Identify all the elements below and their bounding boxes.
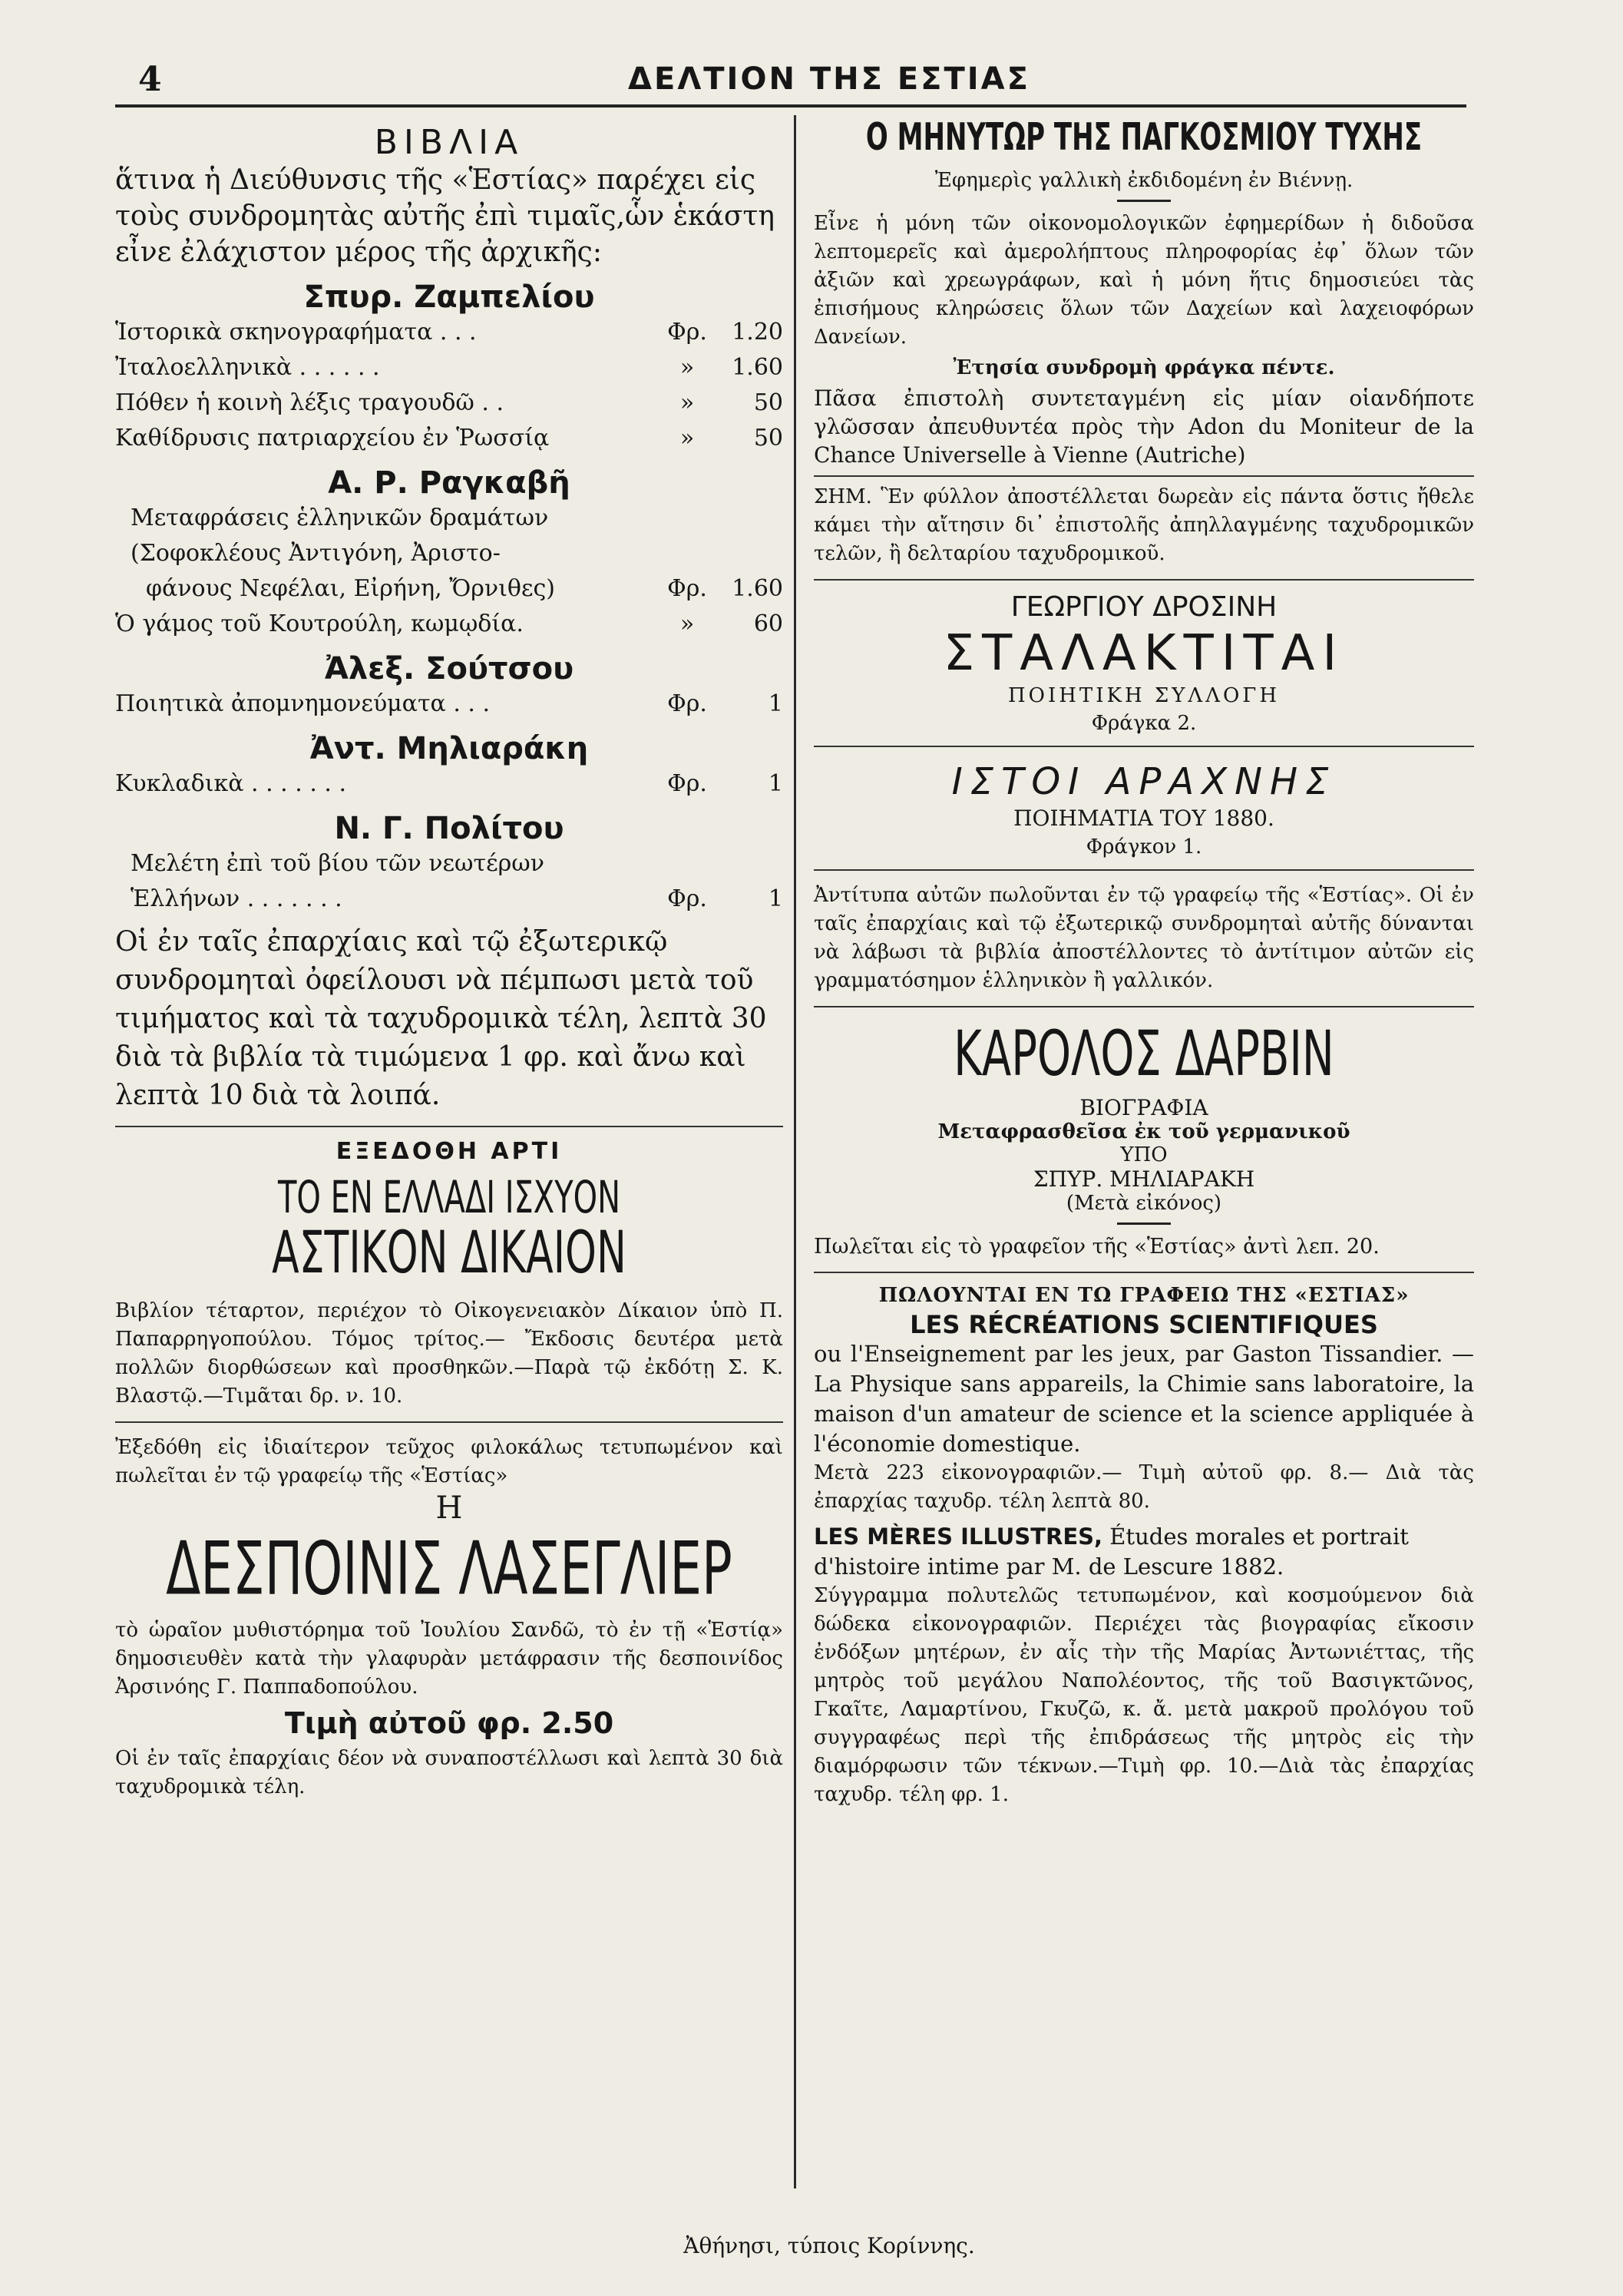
left-column <box>115 115 783 1801</box>
book-row: Ἰταλοελληνικὰ . . . . . . » 1.60 <box>115 354 783 381</box>
author-zampeliou: Σπυρ. Ζαμπελίου <box>303 280 595 315</box>
separator <box>814 1006 1474 1007</box>
darwin-biography: ΒΙΟΓΡΑΦΙΑ <box>1079 1095 1208 1120</box>
printer-imprint: Ἀθήνησι, τύποις Κορίννης. <box>683 2233 975 2258</box>
lasseglier-title: ΔΕΣΠΟΙΝΙΣ ΛΑΣΕΓΛΙΕΡ <box>166 1526 732 1612</box>
just-published-label: ΕΞΕΔΟΘΗ ΑΡΤΙ <box>336 1138 563 1165</box>
darwin-translated: Μεταφρασθεῖσα ἐκ τοῦ γερμανικοῦ <box>937 1120 1350 1143</box>
darwin-sale: Πωλεῖται εἰς τὸ γραφεῖον τῆς «Ἑστίας» ἀντὶ λεπ. 20. <box>814 1235 1380 1259</box>
author-miliaraki: Ἀντ. Μηλιαράκη <box>309 731 589 766</box>
stalaktitai-title: ΣΤΑΛΑΚΤΙΤΑΙ <box>943 625 1345 682</box>
author-ragkavi: Α. Ρ. Ραγκαβῆ <box>328 465 570 501</box>
civil-law-title-line1: ΤΟ ΕΝ ΕΛΛΑΔΙ ΙΣΧΥΟΝ <box>277 1173 621 1224</box>
drosinis-author: ΓΕΩΡΓΙΟΥ ΔΡΟΣΙΝΗ <box>1010 591 1278 623</box>
separator <box>814 746 1474 747</box>
recreations-title: LES RÉCRÉATIONS SCIENTIFIQUES <box>910 1310 1378 1339</box>
lasseglier-intro: Ἐξεδόθη εἰς ἰδιαίτερον τεῦχος φιλοκάλως τετυπωμένον καὶ πωλεῖται ἐν τῷ γραφείῳ τῆς «Ἑστίας» <box>115 1436 783 1487</box>
recreations-price: Μετὰ 223 εἰκονογραφιῶν.— Τιμὴ αὐτοῦ φρ. 8.— Διὰ τὰς ἐπαρχίας ταχυδρ. τέλη λεπτὰ 80. <box>814 1461 1474 1513</box>
lasseglier-description: τὸ ὡραῖον μυθιστόρημα τοῦ Ἰουλίου Σανδῶ, τὸ ἐν τῇ «Ἑστίᾳ» δημοσιευθὲν κατὰ τὴν γλαφυρὰν μετάφρασιν τῆς δεσποινίδος Ἀρσινόης Γ. Παππαδοπούλου. <box>115 1619 783 1699</box>
meres-illustres-entry <box>814 1522 1474 1582</box>
separator <box>814 1272 1474 1273</box>
meres-illustres-greek: Σύγγραμμα πολυτελῶς τετυπωμένον, καὶ κοσμούμενον διὰ δώδεκα εἰκονογραφιῶν. Περιέχει τὰς βιογραφίας εἴκοσιν ἐνδόξων μητέρων, ἐν αἷς τὴν τῆς Μαρίας Ἀντωνιέττας, τῆς μητρὸς τοῦ μεγάλου Ναπολέοντος, τῆς τοῦ Βασιγκτῶνος, Γκαῖτε, Λαμαρτίνου, Γκυζῶ, κ. ἄ. μετὰ μακροῦ προλόγου τοῦ συγγραφέως περὶ τῆς ἐπιδράσεως τῆς μητρὸς εἰς τὴν διαμόρφωσιν τῶν τέκνων.—Τιμὴ φρ. 10.—Διὰ τὰς ἐπαρχίας ταχυδρ. τέλη φρ. 1. <box>814 1584 1474 1806</box>
drosinis-books-note: Ἀντίτυπα αὐτῶν πωλοῦνται ἐν τῷ γραφείῳ τῆς «Ἑστίας». Οἱ ἐν ταῖς ἐπαρχίαις καὶ τῷ ἐξωτερικῷ συνδρομηταὶ αὐτῆς δύνανται νὰ λάβωσι τὰ βιβλία ἀποστέλλοντες τὸ ἀντίτιμον αὐτῶν εἰς γραμματόσημον ἑλληνικὸν ἢ γαλλικόν. <box>814 884 1474 992</box>
menytor-note: ΣΗΜ. Ἓν φύλλον ἀποστέλλεται δωρεὰν εἰς πάντα ὅστις ἤθελε κάμει τὴν αἴτησιν δι᾽ ἐπιστολῆς ἀπηλλαγμένης ταχυδρομικῶν τελῶν, ἢ δελταρίου ταχυδρομικοῦ. <box>814 485 1474 565</box>
book-row: Ὁ γάμος τοῦ Κουτρούλη, κωμῳδία. » 60 <box>115 610 783 637</box>
istoi-arachnis-subtitle: ΠΟΙΗΜΑΤΙΑ ΤΟΥ 1880. <box>1013 806 1274 831</box>
menytor-subscription: Ἐτησία συνδρομὴ φράγκα πέντε. <box>953 356 1335 379</box>
book-row: Κυκλαδικὰ . . . . . . . Φρ. 1 <box>115 770 783 797</box>
books-heading: ΒΙΒΛΙΑ <box>374 123 524 162</box>
menytor-subtitle: Ἐφημερὶς γαλλικὴ ἐκδιδομένη ἐν Βιέννῃ. <box>934 169 1354 192</box>
running-title: ΔΕΛΤΙΟΝ ΤΗΣ ΕΣΤΙΑΣ <box>628 61 1030 97</box>
civil-law-description: Βιβλίον τέταρτον, περιέχον τὸ Οἰκογενειακὸν Δίκαιον ὑπὸ Π. Παπαρρηγοπούλου. Τόμος τρίτος.— Ἔκδοσις δευτέρα μετὰ πολλῶν διορθώσεων καὶ προσθηκῶν.—Παρὰ τῷ ἐκδότῃ Σ. Κ. Βλαστῷ.—Τιμᾶται δρ. ν. 10. <box>115 1299 783 1408</box>
book-line: Μεταφράσεις ἑλληνικῶν δραμάτων <box>131 505 549 531</box>
book-line: Μελέτη ἐπὶ τοῦ βίου τῶν νεωτέρων <box>131 850 544 877</box>
sold-at-office-header: ΠΩΛΟΥΝΤΑΙ ΕΝ ΤΩ ΓΡΑΦΕΙΩ ΤΗΣ «ΕΣΤΙΑΣ» <box>878 1284 1410 1307</box>
right-column <box>814 115 1474 1809</box>
stalaktitai-price: Φράγκα 2. <box>1091 712 1197 735</box>
separator <box>814 869 1474 871</box>
book-row: Ποιητικὰ ἀπομνημονεύματα . . . Φρ. 1 <box>115 690 783 717</box>
lasseglier-price: Τιμὴ αὐτοῦ φρ. 2.50 <box>284 1706 614 1740</box>
istoi-arachnis-price: Φράγκον 1. <box>1086 835 1202 859</box>
books-postage-note: Οἱ ἐν ταῖς ἐπαρχίαις καὶ τῷ ἐξωτερικῷ συνδρομηταὶ ὀφείλουσι νὰ πέμπωσι μετὰ τοῦ τιμήματος καὶ τὰ ταχυδρομικὰ τέλη, λεπτὰ 30 διὰ τὰ βιβλία τὰ τιμώμενα 1 φρ. καὶ ἄνω καὶ λεπτὰ 10 διὰ τὰ λοιπά. <box>115 926 767 1111</box>
book-row: Καθίδρυσις πατριαρχείου ἐν Ῥωσσίᾳ » 50 <box>115 425 783 452</box>
separator <box>115 1126 783 1127</box>
page-number: 4 <box>138 60 162 99</box>
istoi-arachnis-title: ΙΣΤΟΙ ΑΡΑΧΝΗΣ <box>951 760 1337 803</box>
darwin-translator: ΣΠΥΡ. ΜΗΛΙΑΡΑΚΗ <box>1033 1166 1255 1192</box>
stalaktitai-subtitle: ΠΟΙΗΤΙΚΗ ΣΥΛΛΟΓΗ <box>1007 684 1281 707</box>
header-rule <box>115 104 1466 108</box>
civil-law-title-line2: ΑΣΤΙΚΟΝ ΔΙΚΑΙΟΝ <box>272 1220 626 1287</box>
book-line: (Σοφοκλέους Ἀντιγόνη, Ἀριστο- <box>131 540 501 567</box>
separator <box>115 1421 783 1423</box>
short-dash <box>1117 1222 1171 1225</box>
short-dash <box>1117 200 1171 202</box>
separator <box>814 579 1474 581</box>
menytor-description: Εἶνε ἡ μόνη τῶν οἰκονομολογικῶν ἐφημερίδων ἡ διδοῦσα λεπτομερεῖς καὶ ἀμερολήπτους πληροφορίας ἐφ᾽ ὅλων τῶν ἀξιῶν καὶ χρεωγράφων, καὶ ἡ μόνη ἥτις δημοσιεύει τὰς ἐπισήμους κληρώσεις ὅλων τῶν Δαχείων καὶ λαχειοφόρων Δανείων. <box>814 212 1474 349</box>
meres-illustres-title: LES MÈRES ILLUSTRES, <box>814 1523 1103 1550</box>
separator <box>814 475 1474 477</box>
menytor-title: Ο ΜΗΝΥΤΩΡ ΤΗΣ ΠΑΓΚΟΣΜΙΟΥ ΤΥΧΗΣ <box>865 115 1423 160</box>
book-row: Ἱστορικὰ σκηνογραφήματα . . . Φρ. 1.20 <box>115 319 783 346</box>
recreations-description: ou l'Enseignement par les jeux, par Gaston Tissandier. — La Physique sans appareils, la Chimie sans laboratoire, la maison d'un amateur de science et la science appliquée à l'économie domestique. <box>814 1341 1474 1457</box>
darwin-by: ΥΠΟ <box>1120 1143 1168 1166</box>
author-soutsou: Ἀλεξ. Σούτσου <box>324 651 574 686</box>
books-intro: ἅτινα ἡ Διεύθυνσις τῆς «Ἑστίας» παρέχει εἰς τοὺς συνδρομητὰς αὐτῆς ἐπὶ τιμαῖς,ὧν ἑκάστη εἶνε ἐλάχιστον μέρος τῆς ἀρχικῆς: <box>115 164 775 268</box>
menytor-address: Πᾶσα ἐπιστολὴ συντεταγμένη εἰς μίαν οἱανδήποτε γλῶσσαν ἀπευθυντέα πρὸς τὴν Adon du Moniteur de la Chance Universelle à Vienne (Autriche) <box>814 385 1474 468</box>
column-divider <box>794 115 796 2188</box>
darwin-with-image: (Μετὰ εἰκόνος) <box>1066 1192 1222 1215</box>
lasseglier-note: Οἱ ἐν ταῖς ἐπαρχίαις δέον νὰ συναποστέλλωσι καὶ λεπτὰ 30 διὰ ταχυδρομικὰ τέλη. <box>115 1747 783 1798</box>
meres-illustres-description: Études morales et portrait d'histoire intime par M. de Lescure 1882. <box>814 1523 1409 1580</box>
lasseglier-article: Η <box>435 1490 463 1526</box>
book-row: Ἑλλήνων . . . . . . . Φρ. 1 <box>131 885 783 912</box>
book-row: Πόθεν ἡ κοινὴ λέξις τραγουδῶ . . » 50 <box>115 389 783 416</box>
book-row: φάνους Νεφέλαι, Εἰρήνη, Ὄρνιθες) Φρ. 1.60 <box>146 575 783 602</box>
darwin-title: ΚΑΡΟΛΟΣ ΔΑΡΒΙΝ <box>954 1018 1334 1091</box>
author-politou: Ν. Γ. Πολίτου <box>334 811 564 846</box>
